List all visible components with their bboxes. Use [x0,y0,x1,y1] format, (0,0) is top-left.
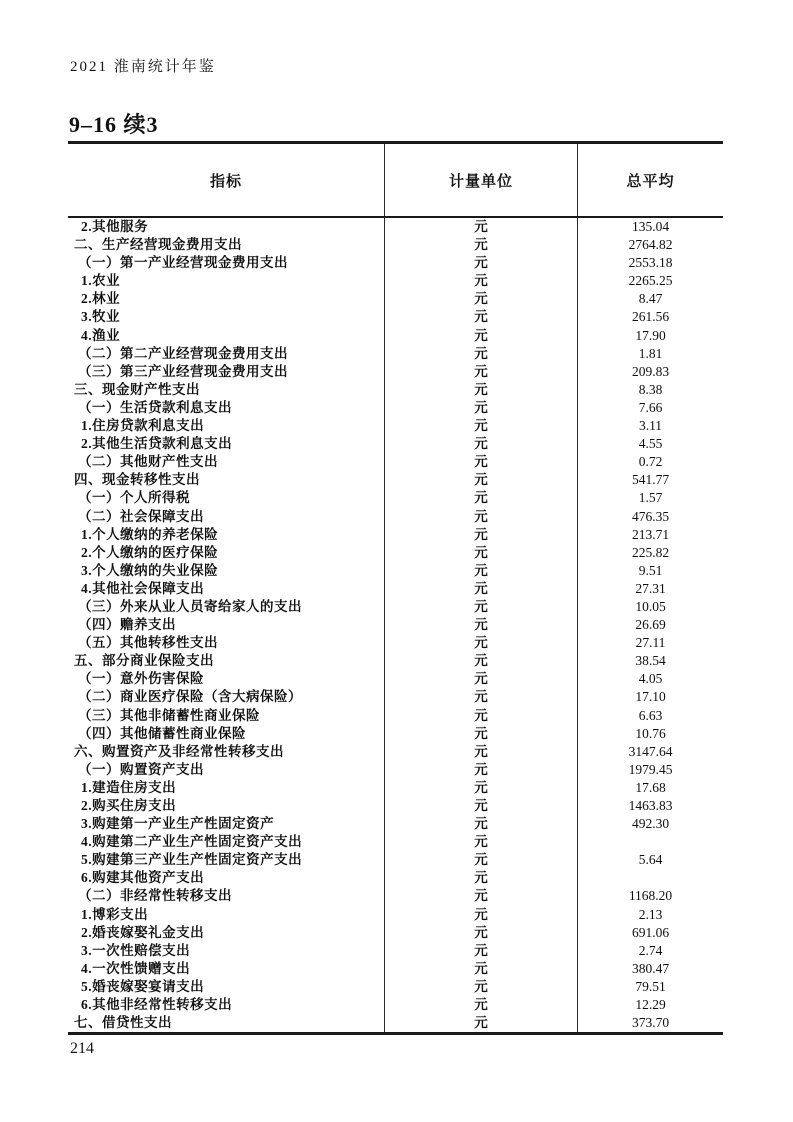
table-row [68,869,723,887]
column-header-average: 总平均 [577,144,723,216]
table-row [68,489,723,507]
value-cell: 9.51 [577,562,723,580]
table-row [68,381,723,399]
unit-cell: 元 [384,960,577,978]
column-header-unit: 计量单位 [384,144,577,216]
indicator-cell: （一）意外伤害保险 [78,671,204,687]
table-row [68,815,723,833]
indicator-cell: 二、生产经营现金费用支出 [74,237,242,253]
table-row [68,453,723,471]
value-cell: 5.64 [577,851,723,869]
table-row [68,218,723,236]
value-cell: 4.05 [577,670,723,688]
table-row [68,471,723,489]
indicator-cell: （二）非经常性转移支出 [78,888,232,904]
indicator-cell: 3.牧业 [81,309,121,325]
value-cell: 476.35 [577,508,723,526]
unit-cell: 元 [384,616,577,634]
unit-cell: 元 [384,580,577,598]
table-row [68,670,723,688]
table-row [68,978,723,996]
unit-cell: 元 [384,453,577,471]
table-row [68,345,723,363]
value-cell: 380.47 [577,960,723,978]
indicator-cell: 六、购置资产及非经常性转移支出 [74,743,284,759]
value-cell: 1.81 [577,345,723,363]
unit-cell: 元 [384,634,577,652]
table-row [68,417,723,435]
indicator-cell: 6.购建其他资产支出 [81,870,205,886]
indicator-cell: 2.其他服务 [81,219,149,234]
table-row [68,1014,723,1032]
indicator-cell: 2.购买住房支出 [81,798,177,813]
value-cell: 213.71 [577,526,723,544]
unit-cell: 元 [384,327,577,345]
unit-cell: 元 [384,851,577,869]
unit-cell: 元 [384,924,577,942]
table-row [68,272,723,290]
value-cell: 691.06 [577,924,723,942]
unit-cell: 元 [384,236,577,254]
unit-cell: 元 [384,381,577,399]
unit-cell: 元 [384,1014,577,1032]
value-cell: 1.57 [577,489,723,507]
value-cell: 3147.64 [577,743,723,761]
value-cell [577,833,723,851]
table-row [68,779,723,797]
table-row [68,960,723,978]
indicator-cell: （二）商业医疗保险（含大病保险） [78,689,302,705]
unit-cell: 元 [384,290,577,308]
table-row [68,833,723,851]
indicator-cell: 五、部分商业保险支出 [74,653,214,669]
indicator-cell: 4.其他社会保障支出 [81,580,205,596]
value-cell: 17.68 [577,779,723,797]
table-row [68,942,723,960]
unit-cell: 元 [384,996,577,1014]
value-cell: 261.56 [577,308,723,326]
indicator-cell: （二）其他财产性支出 [78,454,218,470]
unit-cell: 元 [384,489,577,507]
indicator-cell: （四）赡养支出 [78,617,176,633]
table-row [68,761,723,779]
unit-cell: 元 [384,743,577,761]
unit-cell: 元 [384,725,577,743]
table-row [68,236,723,254]
unit-cell: 元 [384,526,577,544]
value-cell: 26.69 [577,616,723,634]
unit-cell: 元 [384,779,577,797]
unit-cell: 元 [384,670,577,688]
indicator-cell: 1.住房贷款利息支出 [81,418,205,434]
unit-cell: 元 [384,707,577,725]
table-row [68,327,723,345]
value-cell: 17.90 [577,327,723,345]
table-row [68,688,723,706]
value-cell: 38.54 [577,652,723,670]
table-row [68,562,723,580]
unit-cell: 元 [384,761,577,779]
statistics-table [68,141,723,1035]
column-header-indicator: 指标 [209,173,242,190]
value-cell: 4.55 [577,435,723,453]
value-cell: 10.05 [577,598,723,616]
unit-cell: 元 [384,254,577,272]
value-cell: 27.31 [577,580,723,598]
value-cell: 79.51 [577,978,723,996]
value-cell: 0.72 [577,453,723,471]
indicator-cell: 3.一次性赔偿支出 [81,942,191,958]
value-cell: 27.11 [577,634,723,652]
table-row [68,363,723,381]
unit-cell: 元 [384,942,577,960]
unit-cell: 元 [384,345,577,363]
unit-cell: 元 [384,652,577,670]
value-cell: 373.70 [577,1014,723,1032]
indicator-cell: 1.建造住房支出 [81,779,177,795]
table-row [68,526,723,544]
value-cell: 8.47 [577,290,723,308]
unit-cell: 元 [384,797,577,815]
value-cell: 2.74 [577,942,723,960]
table-row [68,254,723,272]
table-row [68,399,723,417]
value-cell: 10.76 [577,725,723,743]
indicator-cell: 2.其他生活贷款利息支出 [81,436,233,452]
value-cell: 1463.83 [577,797,723,815]
indicator-cell: 4.一次性馈赠支出 [81,960,191,976]
indicator-cell: （三）第三产业经营现金费用支出 [78,363,288,379]
unit-cell: 元 [384,471,577,489]
table-row [68,887,723,905]
value-cell: 2553.18 [577,254,723,272]
value-cell [577,869,723,887]
unit-cell: 元 [384,399,577,417]
unit-cell: 元 [384,363,577,381]
value-cell: 12.29 [577,996,723,1014]
unit-cell: 元 [384,308,577,326]
indicator-cell: 1.个人缴纳的养老保险 [81,526,219,542]
indicator-cell: 1.农业 [81,273,121,289]
unit-cell: 元 [384,218,577,236]
unit-cell: 元 [384,562,577,580]
value-cell: 2265.25 [577,272,723,290]
table-number-title: 9–16 续3 [69,112,159,137]
table-row [68,435,723,453]
indicator-cell: （四）其他储蓄性商业保险 [78,725,246,741]
table-header-row [68,144,723,218]
table-row [68,924,723,942]
indicator-cell: （三）外来从业人员寄给家人的支出 [78,598,302,614]
value-cell: 8.38 [577,381,723,399]
indicator-cell: 2.林业 [81,291,121,307]
table-row [68,851,723,869]
table-row [68,996,723,1014]
indicator-cell: （一）第一产业经营现金费用支出 [78,255,288,271]
page-number: 214 [70,1040,94,1057]
value-cell: 6.63 [577,707,723,725]
indicator-cell: （一）个人所得税 [78,490,190,506]
value-cell: 209.83 [577,363,723,381]
table-row [68,508,723,526]
indicator-cell: （一）生活贷款利息支出 [78,399,232,415]
table-row [68,544,723,562]
indicator-cell: 四、现金转移性支出 [74,472,200,488]
table-body [68,218,723,1032]
table-row [68,743,723,761]
indicator-cell: 3.购建第一产业生产性固定资产 [81,816,275,832]
unit-cell: 元 [384,978,577,996]
indicator-cell: 1.博彩支出 [81,906,149,922]
unit-cell: 元 [384,417,577,435]
value-cell: 2.13 [577,906,723,924]
indicator-cell: （一）购置资产支出 [78,761,204,777]
table-row [68,634,723,652]
book-title: 2021 淮南统计年鉴 [70,59,216,75]
unit-cell: 元 [384,815,577,833]
indicator-cell: 5.婚丧嫁娶宴请支出 [81,978,205,994]
indicator-cell: 4.渔业 [81,327,121,343]
unit-cell: 元 [384,833,577,851]
table-row [68,308,723,326]
indicator-cell: 6.其他非经常性转移支出 [81,997,233,1013]
value-cell: 135.04 [577,218,723,236]
indicator-cell: 5.购建第三产业生产性固定资产支出 [81,852,303,868]
table-row [68,725,723,743]
unit-cell: 元 [384,688,577,706]
value-cell: 17.10 [577,688,723,706]
value-cell: 492.30 [577,815,723,833]
value-cell: 225.82 [577,544,723,562]
table-row [68,616,723,634]
table-row [68,598,723,616]
indicator-cell: （二）第二产业经营现金费用支出 [78,345,288,361]
value-cell: 1168.20 [577,887,723,905]
indicator-cell: （二）社会保障支出 [78,508,204,524]
indicator-cell: 七、借贷性支出 [74,1015,172,1031]
table-row [68,290,723,308]
value-cell: 541.77 [577,471,723,489]
unit-cell: 元 [384,906,577,924]
unit-cell: 元 [384,544,577,562]
value-cell: 1979.45 [577,761,723,779]
table-row [68,652,723,670]
table-row [68,906,723,924]
indicator-cell: （三）其他非储蓄性商业保险 [78,707,260,723]
indicator-cell: 2.个人缴纳的医疗保险 [81,544,219,560]
unit-cell: 元 [384,887,577,905]
value-cell: 3.11 [577,417,723,435]
indicator-cell: 4.购建第二产业生产性固定资产支出 [81,834,303,850]
indicator-cell: 3.个人缴纳的失业保险 [81,562,219,578]
value-cell: 2764.82 [577,236,723,254]
unit-cell: 元 [384,508,577,526]
unit-cell: 元 [384,598,577,616]
unit-cell: 元 [384,272,577,290]
table-row [68,707,723,725]
indicator-cell: 2.婚丧嫁娶礼金支出 [81,924,205,940]
table-row [68,797,723,815]
table-row [68,580,723,598]
indicator-cell: （五）其他转移性支出 [78,635,218,651]
unit-cell: 元 [384,869,577,887]
indicator-cell: 三、现金财产性支出 [74,381,200,397]
value-cell: 7.66 [577,399,723,417]
unit-cell: 元 [384,435,577,453]
